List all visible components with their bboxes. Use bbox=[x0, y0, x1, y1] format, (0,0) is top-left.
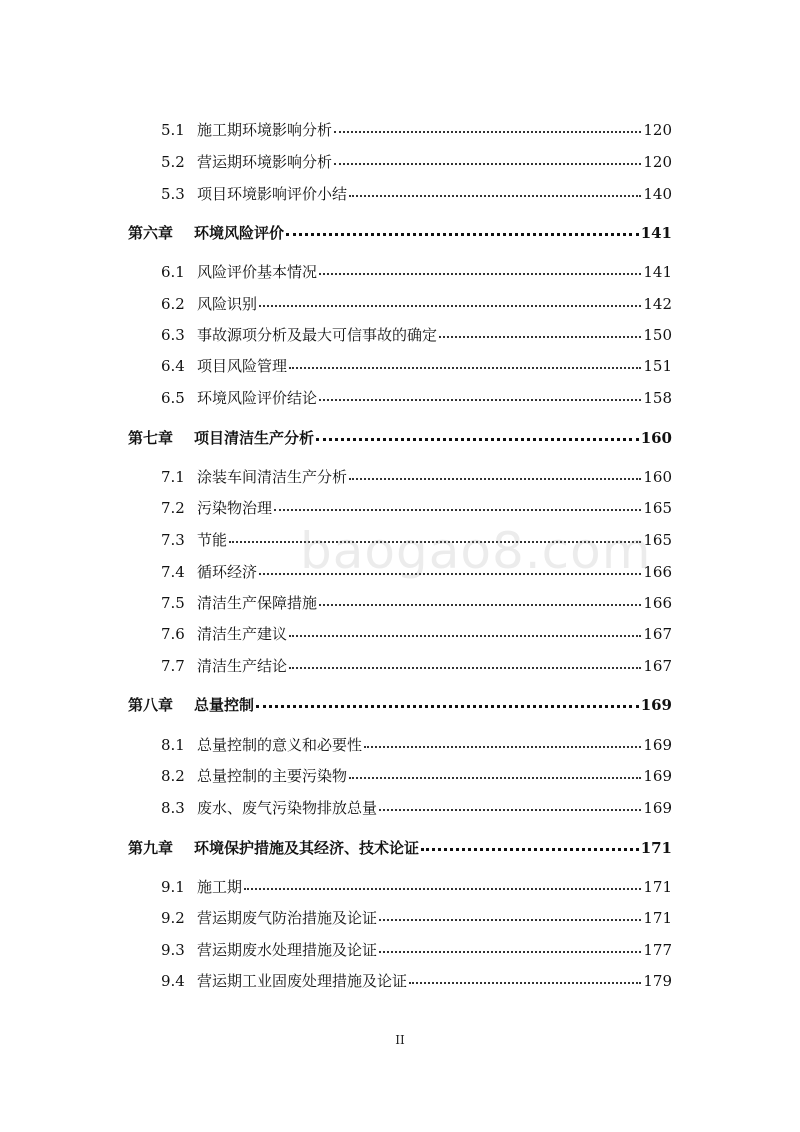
toc-entry-title: 清洁生产结论 bbox=[197, 657, 288, 675]
toc-entry-page: 160 bbox=[643, 468, 672, 486]
toc-section-entry[interactable] bbox=[161, 735, 672, 755]
toc-section-entry[interactable] bbox=[161, 152, 672, 172]
dot-leader bbox=[334, 130, 641, 133]
toc-entry-number: 7.7 bbox=[161, 657, 185, 675]
toc-entry-number: 9.2 bbox=[161, 909, 185, 927]
toc-entry-title: 营运期废水处理措施及论证 bbox=[197, 941, 378, 959]
toc-section-entry[interactable] bbox=[161, 971, 672, 991]
toc-entry-title: 清洁生产建议 bbox=[197, 625, 288, 643]
toc-entry-title: 施工期 bbox=[197, 878, 243, 896]
toc-entry-number: 7.1 bbox=[161, 468, 185, 486]
dot-leader bbox=[259, 572, 641, 575]
dot-leader bbox=[319, 398, 641, 401]
toc-entry-page: 166 bbox=[643, 563, 672, 581]
dot-leader bbox=[421, 847, 639, 851]
toc-chapter-entry[interactable] bbox=[128, 695, 672, 715]
toc-entry-page: 169 bbox=[643, 767, 672, 785]
dot-leader bbox=[379, 950, 641, 953]
toc-entry-number: 8.2 bbox=[161, 767, 185, 785]
dot-leader bbox=[364, 745, 641, 748]
toc-entry-page: 167 bbox=[643, 657, 672, 675]
dot-leader bbox=[334, 162, 641, 165]
toc-entry-number: 5.1 bbox=[161, 121, 185, 139]
toc-section-entry[interactable] bbox=[161, 624, 672, 644]
toc-entry-number: 第九章 bbox=[128, 839, 174, 857]
toc-entry-number: 8.3 bbox=[161, 799, 185, 817]
toc-entry-page: 165 bbox=[643, 499, 672, 517]
toc-section-entry[interactable] bbox=[161, 325, 672, 345]
toc-chapter-entry[interactable] bbox=[128, 428, 672, 448]
toc-section-entry[interactable] bbox=[161, 184, 672, 204]
toc-entry-title: 营运期废气防治措施及论证 bbox=[197, 909, 378, 927]
toc-entry-page: 165 bbox=[643, 531, 672, 549]
toc-entry-title: 循环经济 bbox=[197, 563, 258, 581]
toc-section-entry[interactable] bbox=[161, 593, 672, 613]
toc-entry-number: 7.2 bbox=[161, 499, 185, 517]
toc-entry-number: 7.4 bbox=[161, 563, 185, 581]
toc-entry-title: 污染物治理 bbox=[197, 499, 273, 517]
toc-entry-number: 6.4 bbox=[161, 357, 185, 375]
toc-entry-number: 9.3 bbox=[161, 941, 185, 959]
toc-entry-title: 风险评价基本情况 bbox=[197, 263, 318, 281]
toc-entry-number: 5.2 bbox=[161, 153, 185, 171]
toc-entry-page: 166 bbox=[643, 594, 672, 612]
toc-entry-page: 169 bbox=[643, 799, 672, 817]
dot-leader bbox=[349, 194, 641, 197]
toc-entry-title: 清洁生产保障措施 bbox=[197, 594, 318, 612]
toc-entry-page: 120 bbox=[643, 153, 672, 171]
toc-section-entry[interactable] bbox=[161, 120, 672, 140]
toc-entry-page: 169 bbox=[643, 736, 672, 754]
toc-entry-page: 120 bbox=[643, 121, 672, 139]
toc-entry-number: 9.4 bbox=[161, 972, 185, 990]
dot-leader bbox=[409, 981, 641, 984]
toc-section-entry[interactable] bbox=[161, 294, 672, 314]
toc-entry-page: 142 bbox=[643, 295, 672, 313]
toc-entry-page: 141 bbox=[643, 263, 672, 281]
toc-entry-title: 废水、废气污染物排放总量 bbox=[197, 799, 378, 817]
toc-entry-page: 171 bbox=[640, 839, 672, 857]
toc-entry-title: 风险识别 bbox=[197, 295, 258, 313]
dot-leader bbox=[259, 304, 641, 307]
toc-entry-number: 6.2 bbox=[161, 295, 185, 313]
dot-leader bbox=[286, 232, 639, 236]
toc-section-entry[interactable] bbox=[161, 656, 672, 676]
dot-leader bbox=[256, 704, 639, 708]
toc-section-entry[interactable] bbox=[161, 467, 672, 487]
toc-entry-number: 6.5 bbox=[161, 389, 185, 407]
toc-section-entry[interactable] bbox=[161, 388, 672, 408]
dot-leader bbox=[349, 477, 641, 480]
toc-entry-page: 171 bbox=[643, 878, 672, 896]
toc-entry-page: 158 bbox=[643, 389, 672, 407]
toc-entry-number: 7.5 bbox=[161, 594, 185, 612]
dot-leader bbox=[274, 508, 641, 511]
toc-entry-page: 177 bbox=[643, 941, 672, 959]
toc-chapter-entry[interactable] bbox=[128, 838, 672, 858]
dot-leader bbox=[319, 603, 641, 606]
toc-section-entry[interactable] bbox=[161, 908, 672, 928]
toc-entry-number: 8.1 bbox=[161, 736, 185, 754]
toc-entry-title: 总量控制 bbox=[194, 696, 255, 714]
toc-entry-title: 涂装车间清洁生产分析 bbox=[197, 468, 348, 486]
toc-entry-title: 环境风险评价 bbox=[194, 224, 285, 242]
toc-entry-number: 第六章 bbox=[128, 224, 174, 242]
toc-entry-number: 9.1 bbox=[161, 878, 185, 896]
toc-entry-title: 项目风险管理 bbox=[197, 357, 288, 375]
dot-leader bbox=[289, 366, 641, 369]
dot-leader bbox=[379, 808, 641, 811]
toc-entry-number: 7.6 bbox=[161, 625, 185, 643]
dot-leader bbox=[316, 437, 639, 441]
toc-entry-number: 第八章 bbox=[128, 696, 174, 714]
toc-entry-page: 150 bbox=[643, 326, 672, 344]
toc-section-entry[interactable] bbox=[161, 766, 672, 786]
toc-entry-number: 5.3 bbox=[161, 185, 185, 203]
toc-chapter-entry[interactable] bbox=[128, 223, 672, 243]
toc-entry-title: 事故源项分析及最大可信事故的确定 bbox=[197, 326, 438, 344]
toc-entry-title: 营运期环境影响分析 bbox=[197, 153, 333, 171]
dot-leader bbox=[229, 540, 641, 543]
toc-section-entry[interactable] bbox=[161, 877, 672, 897]
toc-entry-page: 171 bbox=[643, 909, 672, 927]
toc-entry-number: 6.1 bbox=[161, 263, 185, 281]
toc-entry-number: 7.3 bbox=[161, 531, 185, 549]
dot-leader bbox=[289, 634, 641, 637]
toc-entry-title: 项目清洁生产分析 bbox=[194, 429, 315, 447]
toc-entry-title: 总量控制的主要污染物 bbox=[197, 767, 348, 785]
toc-entry-number: 第七章 bbox=[128, 429, 174, 447]
toc-section-entry[interactable] bbox=[161, 356, 672, 376]
toc-entry-page: 169 bbox=[640, 696, 672, 714]
toc-entry-page: 160 bbox=[640, 429, 672, 447]
toc-entry-page: 179 bbox=[643, 972, 672, 990]
toc-entry-page: 141 bbox=[640, 224, 672, 242]
dot-leader bbox=[439, 335, 641, 338]
page-number: II bbox=[395, 1033, 405, 1047]
dot-leader bbox=[244, 887, 641, 890]
toc-section-entry[interactable] bbox=[161, 798, 672, 818]
toc-section-entry[interactable] bbox=[161, 262, 672, 282]
toc-entry-title: 总量控制的意义和必要性 bbox=[197, 736, 363, 754]
toc-entry-title: 节能 bbox=[197, 531, 228, 549]
dot-leader bbox=[319, 272, 641, 275]
toc-entry-number: 6.3 bbox=[161, 326, 185, 344]
watermark-text: baogao8.com bbox=[300, 522, 652, 580]
toc-entry-title: 营运期工业固废处理措施及论证 bbox=[197, 972, 408, 990]
toc-section-entry[interactable] bbox=[161, 940, 672, 960]
toc-section-entry[interactable] bbox=[161, 530, 672, 550]
toc-entry-title: 施工期环境影响分析 bbox=[197, 121, 333, 139]
toc-entry-title: 环境风险评价结论 bbox=[197, 389, 318, 407]
toc-entry-page: 151 bbox=[643, 357, 672, 375]
toc-section-entry[interactable] bbox=[161, 498, 672, 518]
toc-entry-page: 140 bbox=[643, 185, 672, 203]
toc-entry-title: 项目环境影响评价小结 bbox=[197, 185, 348, 203]
toc-entry-title: 环境保护措施及其经济、技术论证 bbox=[194, 839, 420, 857]
dot-leader bbox=[349, 776, 641, 779]
dot-leader bbox=[289, 666, 641, 669]
dot-leader bbox=[379, 918, 641, 921]
toc-entry-page: 167 bbox=[643, 625, 672, 643]
toc-section-entry[interactable] bbox=[161, 562, 672, 582]
